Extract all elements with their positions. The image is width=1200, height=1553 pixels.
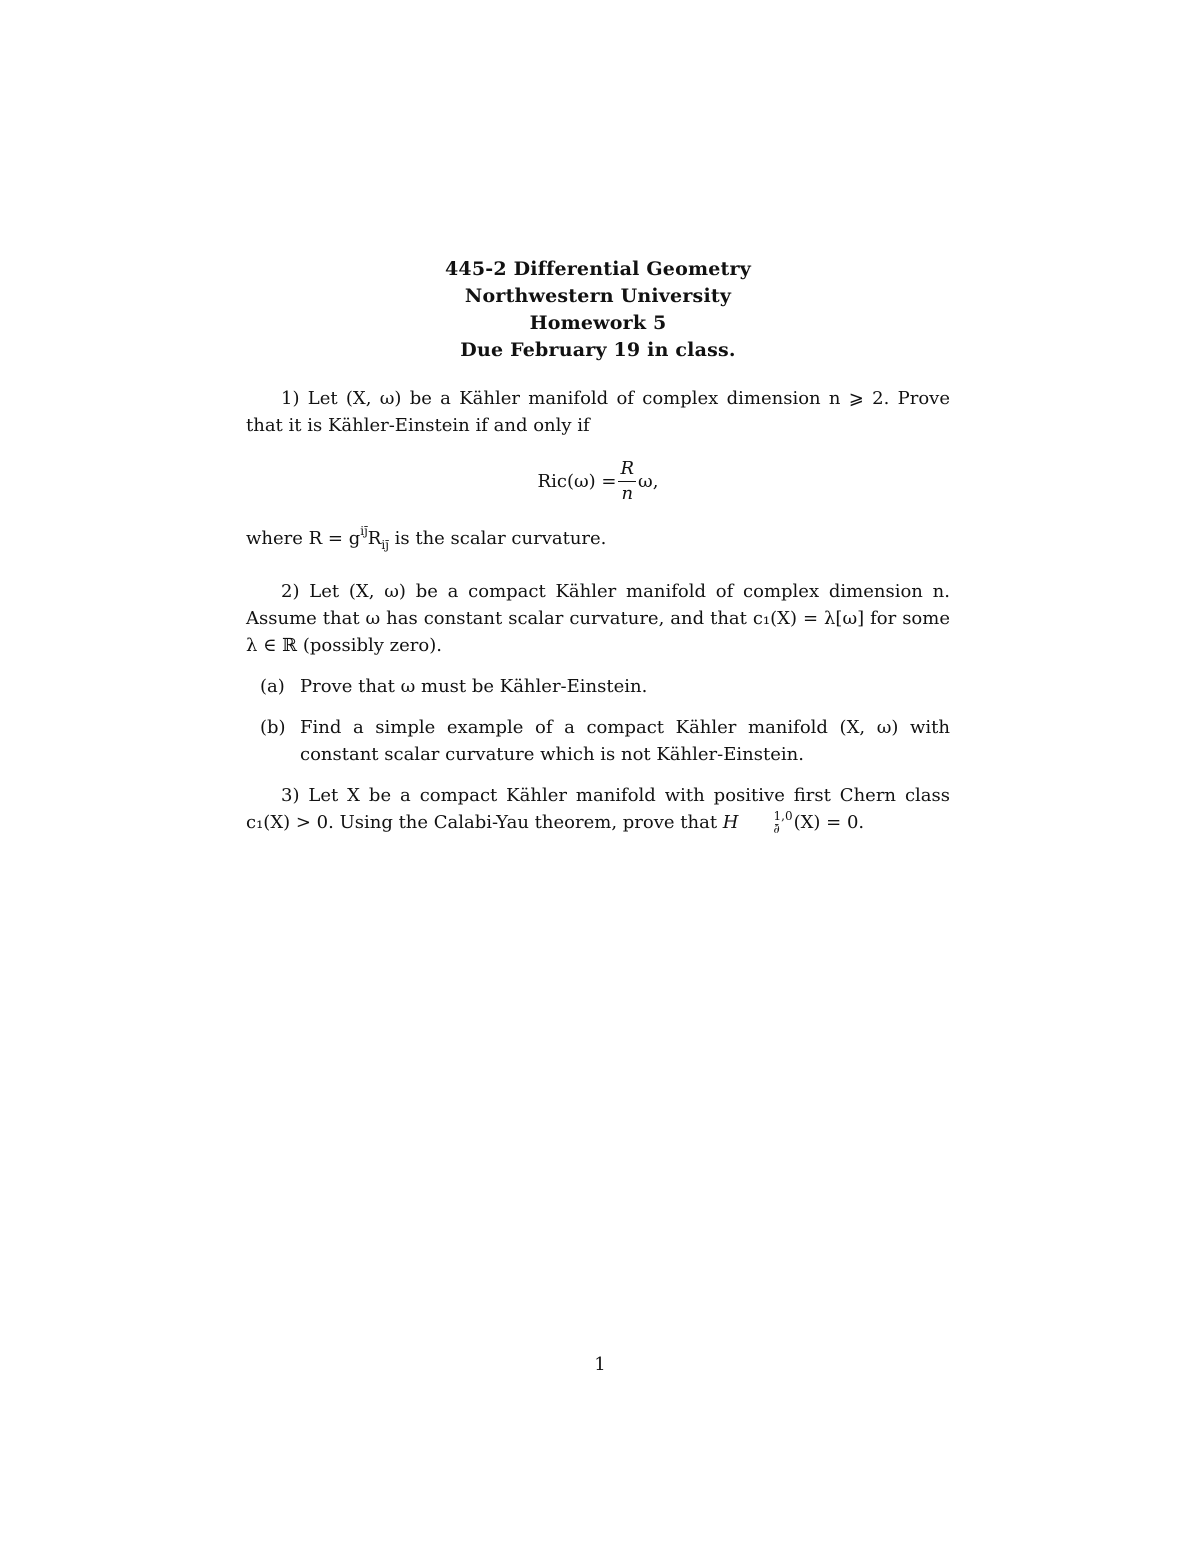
item-text: Prove that ω must be Kähler-Einstein. xyxy=(300,676,648,697)
problem-2-statement: 2) Let (X, ω) be a compact Kähler manifold of complex dimension n. Assume that ω has constant scalar curvature, and that c₁(X) = λ[ω] for some λ ∈ ℝ (possibly zero). xyxy=(246,581,950,656)
fraction xyxy=(618,457,636,506)
cohomology-indices: 1,0 ∂̄ xyxy=(773,809,793,836)
page-number: 1 xyxy=(594,1354,606,1375)
course-title: 445-2 Differential Geometry xyxy=(445,258,751,280)
item-label: (a) xyxy=(260,676,285,697)
dolbeault-cohomology-symbol: H xyxy=(722,812,739,833)
header xyxy=(246,256,950,364)
problem-2b xyxy=(246,714,950,768)
problem-1-statement: 1) Let (X, ω) be a Kähler manifold of complex dimension n ⩾ 2. Prove that it is Kähler-Einstein if and only if xyxy=(246,388,950,436)
item-text: Find a simple example of a compact Kähler manifold (X, ω) with constant scalar curvature which is not Kähler-Einstein. xyxy=(300,717,950,765)
due-date: Due February 19 in class. xyxy=(460,339,736,361)
ricci-equation xyxy=(246,449,950,513)
ricci-subscript: iȷ̄ xyxy=(381,538,389,552)
homework-title: Homework 5 xyxy=(529,312,667,334)
equation-lhs: Ric(ω) = xyxy=(537,470,617,492)
problems xyxy=(246,385,950,836)
equation-rhs: ω, xyxy=(638,470,659,492)
metric-superscript: iȷ̄ xyxy=(360,524,368,538)
item-label: (b) xyxy=(260,717,286,738)
problem-3-statement: 3) Let X be a compact Kähler manifold with positive first Chern class c₁(X) > 0. Using the Calabi-Yau theorem, prove that H 1,0 ∂̄ (X) = 0. xyxy=(246,785,950,836)
university-name: Northwestern University xyxy=(464,285,732,307)
fraction-numerator: R xyxy=(618,457,636,482)
fraction-denominator: n xyxy=(621,482,634,504)
problem-2a xyxy=(246,673,950,700)
scalar-curvature-definition: where $R = g^{iȷ̄}R_{iȷ̄}$ is the scalar curvature. xyxy=(246,524,607,552)
